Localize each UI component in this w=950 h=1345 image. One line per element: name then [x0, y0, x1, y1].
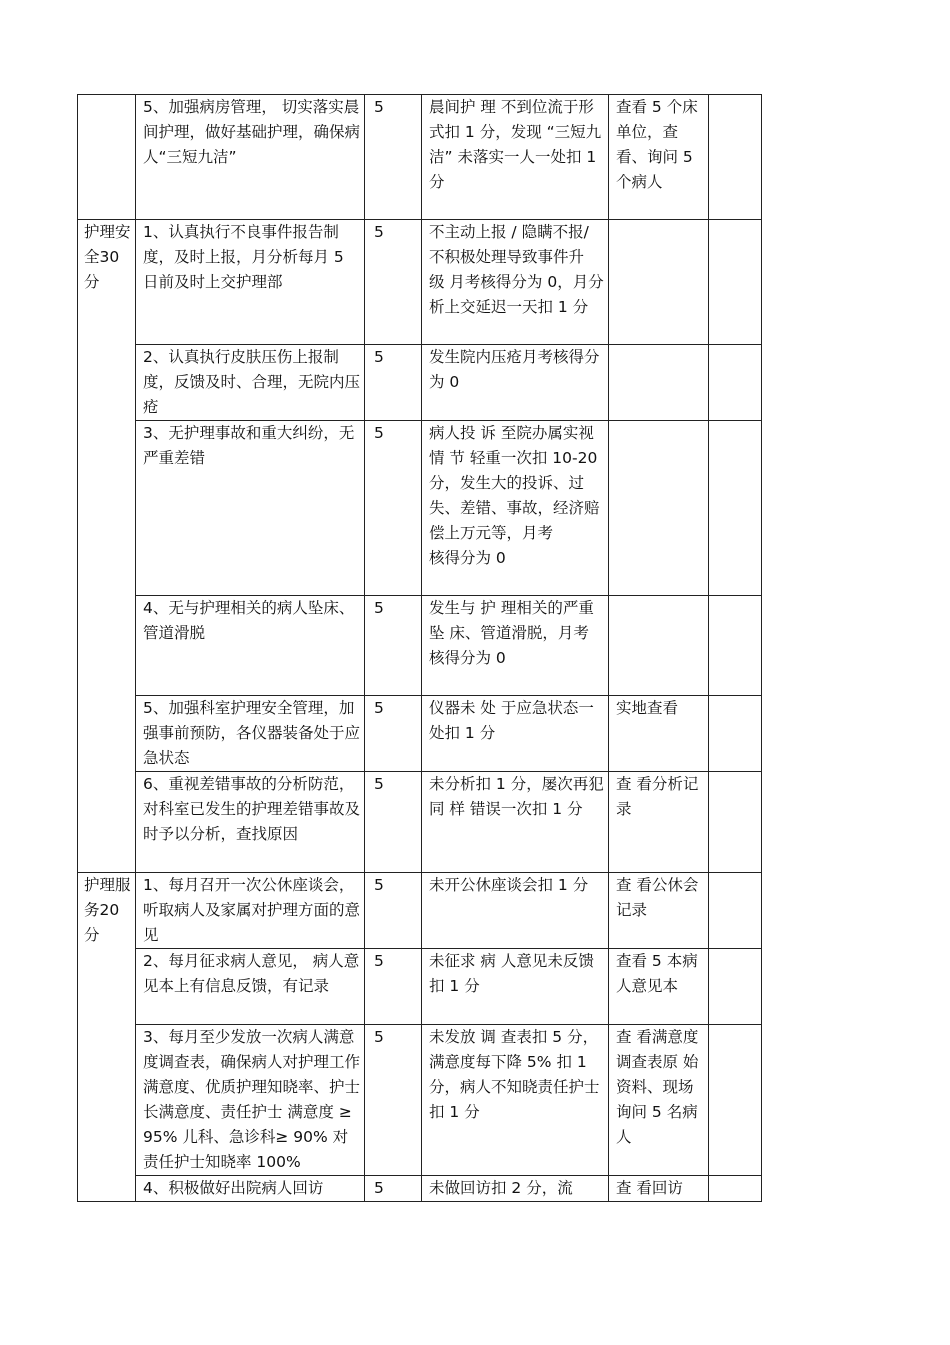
content-cell	[136, 696, 365, 772]
method-cell	[609, 873, 709, 949]
method-cell	[609, 220, 709, 345]
method-cell-text: 查看 5 个床单位，查 看、询问 5 个病人	[616, 98, 698, 191]
table-row	[78, 220, 762, 345]
table-row	[78, 772, 762, 873]
method-cell-text: 查 看回访	[616, 1179, 683, 1197]
deduction-cell-text: 未做回访扣 2 分，流	[429, 1179, 573, 1197]
method-cell	[609, 949, 709, 1025]
content-cell	[136, 596, 365, 696]
method-cell	[609, 1176, 709, 1202]
method-cell	[609, 95, 709, 220]
method-cell-text: 查 看公休会记录	[616, 876, 699, 919]
content-cell-text: 3、无护理事故和重大纠纷，无严重差错	[143, 424, 355, 467]
deduction-cell	[422, 95, 609, 220]
table-row	[78, 873, 762, 949]
deduction-cell	[422, 696, 609, 772]
deduction-cell	[422, 949, 609, 1025]
score-cell	[365, 345, 422, 421]
remark-cell	[709, 949, 762, 1025]
score-cell-text: 5	[374, 876, 384, 894]
content-cell-text: 4、积极做好出院病人回访	[143, 1179, 324, 1197]
content-cell	[136, 421, 365, 596]
category-cell: 护理安全30分	[78, 220, 136, 873]
table-row	[78, 1176, 762, 1202]
score-cell	[365, 220, 422, 345]
assessment-table	[77, 94, 762, 1202]
deduction-cell-text: 发生与 护 理相关的严重坠 床、管道滑脱，月考 核得分为 0	[429, 599, 594, 667]
content-cell	[136, 772, 365, 873]
remark-cell	[709, 772, 762, 873]
score-cell-text: 5	[374, 348, 384, 366]
content-cell	[136, 1176, 365, 1202]
deduction-cell	[422, 1025, 609, 1176]
deduction-cell-text: 未分析扣 1 分，屡次再犯同 样 错误一次扣 1 分	[429, 775, 604, 818]
table-row	[78, 421, 762, 596]
content-cell-text: 4、无与护理相关的病人坠床、 管道滑脱	[143, 599, 355, 642]
table-row	[78, 949, 762, 1025]
score-cell	[365, 772, 422, 873]
score-cell	[365, 873, 422, 949]
content-cell	[136, 949, 365, 1025]
deduction-cell	[422, 345, 609, 421]
score-cell-text: 5	[374, 98, 384, 116]
deduction-cell-text: 未开公休座谈会扣 1 分	[429, 876, 589, 894]
content-cell	[136, 345, 365, 421]
category-cell	[78, 95, 136, 220]
deduction-cell-text: 发生院内压疮月考核得分为 0	[429, 348, 600, 391]
table-row	[78, 696, 762, 772]
method-cell-text: 查 看分析记录	[616, 775, 699, 818]
content-cell-text: 1、每月召开一次公休座谈会，听取病人及家属对护理方面的意见	[143, 876, 361, 944]
score-cell-text: 5	[374, 223, 384, 241]
deduction-cell-text: 未征求 病 人意见未反馈扣 1 分	[429, 952, 594, 995]
method-cell	[609, 772, 709, 873]
score-cell-text: 5	[374, 952, 384, 970]
content-cell-text: 1、认真执行不良事件报告制度，及时上报，月分析每月 5 日前及时上交护理部	[143, 223, 349, 291]
remark-cell	[709, 421, 762, 596]
score-cell-text: 5	[374, 424, 384, 442]
method-cell-text: 实地查看	[616, 699, 679, 717]
score-cell	[365, 421, 422, 596]
remark-cell	[709, 345, 762, 421]
method-cell	[609, 345, 709, 421]
deduction-cell	[422, 873, 609, 949]
content-cell-text: 2、认真执行皮肤压伤上报制度，反馈及时、合理，无院内压疮	[143, 348, 361, 416]
method-cell-text: 查看 5 本病 人意见本	[616, 952, 703, 995]
score-cell	[365, 95, 422, 220]
deduction-cell	[422, 1176, 609, 1202]
method-cell	[609, 1025, 709, 1176]
deduction-cell	[422, 596, 609, 696]
score-cell-text: 5	[374, 1028, 384, 1046]
content-cell	[136, 1025, 365, 1176]
score-cell-text: 5	[374, 775, 384, 793]
content-cell-text: 6、重视差错事故的分析防范，对科室已发生的护理差错事故及时予以分析，查找原因	[143, 775, 361, 843]
deduction-cell-text: 不主动上报 / 隐瞒不报/ 不积极处理导致事件升 级 月考核得分为 0，月分析上交延迟一天扣 1 分	[429, 223, 604, 316]
deduction-cell	[422, 421, 609, 596]
score-cell-text: 5	[374, 1179, 384, 1197]
deduction-cell-text: 未发放 调 查表扣 5 分，满意度每下降 5% 扣 1 分，病人不知晓责任护士扣 1 分	[429, 1028, 600, 1121]
table-row	[78, 596, 762, 696]
remark-cell	[709, 220, 762, 345]
remark-cell	[709, 873, 762, 949]
score-cell	[365, 1176, 422, 1202]
content-cell-text: 5、加强科室护理安全管理，加强事前预防，各仪器装备处于应急状态	[143, 699, 361, 767]
content-cell	[136, 873, 365, 949]
deduction-cell	[422, 220, 609, 345]
table-row	[78, 345, 762, 421]
content-cell-text: 2、每月征求病人意见， 病人意见本上有信息反馈，有记录	[143, 952, 360, 995]
remark-cell	[709, 596, 762, 696]
score-cell-text: 5	[374, 699, 384, 717]
deduction-cell	[422, 772, 609, 873]
remark-cell	[709, 696, 762, 772]
category-cell: 护理服务20分	[78, 873, 136, 1202]
remark-cell	[709, 1176, 762, 1202]
score-cell-text: 5	[374, 599, 384, 617]
table-row	[78, 95, 762, 220]
method-cell	[609, 696, 709, 772]
remark-cell	[709, 95, 762, 220]
score-cell	[365, 949, 422, 1025]
deduction-cell-text: 病人投 诉 至院办属实视情 节 轻重一次扣 10-20 分，发生大的投诉、过失、差错、事故，经济赔偿上万元等，月考 核得分为 0	[429, 424, 600, 567]
content-cell-text: 5、加强病房管理， 切实落实晨间护理，做好基础护理，确保病人“三短九洁”	[143, 98, 361, 166]
content-cell-text: 3、每月至少发放一次病人满意度调查表，确保病人对护理工作满意度、优质护理知晓率、护士长满意度、责任护士 满意度 ≥ 95% 儿科、急诊科≥ 90% 对责任护士知晓率 100%	[143, 1028, 361, 1171]
method-cell	[609, 596, 709, 696]
score-cell	[365, 1025, 422, 1176]
method-cell-text: 查 看满意度 调查表原 始 资料、现场询问 5 名病人	[616, 1028, 704, 1146]
deduction-cell-text: 晨间护 理 不到位流于形式扣 1 分，发现 “三短九洁” 未落实一人一处扣 1 分	[429, 98, 602, 191]
deduction-cell-text: 仪器未 处 于应急状态一处扣 1 分	[429, 699, 594, 742]
score-cell	[365, 696, 422, 772]
content-cell	[136, 95, 365, 220]
score-cell	[365, 596, 422, 696]
content-cell	[136, 220, 365, 345]
remark-cell	[709, 1025, 762, 1176]
method-cell	[609, 421, 709, 596]
table-row	[78, 1025, 762, 1176]
